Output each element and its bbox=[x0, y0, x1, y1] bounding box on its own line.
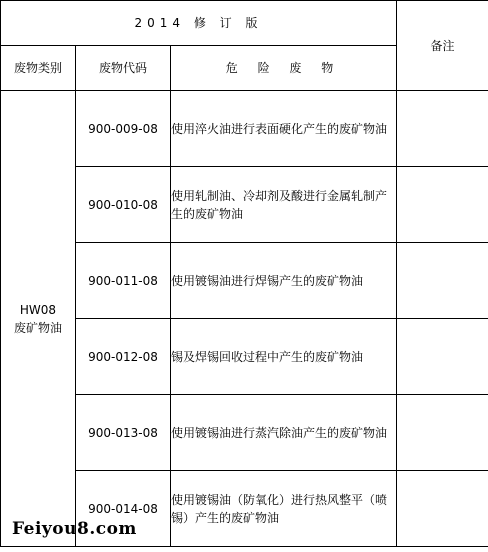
waste-code: 900-013-08 bbox=[76, 395, 171, 471]
remark-cell bbox=[397, 319, 488, 395]
waste-description: 使用镀锡油进行焊锡产生的废矿物油 bbox=[171, 243, 397, 319]
waste-code: 900-011-08 bbox=[76, 243, 171, 319]
site-watermark: Feiyou8.com bbox=[12, 519, 137, 539]
code-column-header: 废物代码 bbox=[76, 46, 171, 91]
waste-description: 使用镀锡油（防氧化）进行热风整平（喷锡）产生的废矿物油 bbox=[171, 471, 397, 547]
edition-header-row bbox=[1, 1, 488, 46]
waste-code: 900-009-08 bbox=[76, 91, 171, 167]
category-column-header: 废物类别 bbox=[1, 46, 76, 91]
remark-cell bbox=[397, 167, 488, 243]
category-name: 废矿物油 bbox=[13, 320, 62, 335]
edition-header: 2014 修 订 版 bbox=[1, 1, 397, 46]
remark-header: 备注 bbox=[397, 1, 488, 91]
waste-category-cell bbox=[1, 91, 76, 547]
waste-code: 900-010-08 bbox=[76, 167, 171, 243]
waste-description: 使用轧制油、冷却剂及酸进行金属轧制产生的废矿物油 bbox=[171, 167, 397, 243]
remark-cell bbox=[397, 243, 488, 319]
remark-cell bbox=[397, 471, 488, 547]
hazard-column-header: 危 险 废 物 bbox=[171, 46, 397, 91]
waste-description: 使用淬火油进行表面硬化产生的废矿物油 bbox=[171, 91, 397, 167]
waste-code: 900-014-08 bbox=[76, 471, 171, 547]
table-row bbox=[1, 91, 488, 167]
waste-description: 锡及焊锡回收过程中产生的废矿物油 bbox=[171, 319, 397, 395]
waste-description: 使用镀锡油进行蒸汽除油产生的废矿物油 bbox=[171, 395, 397, 471]
category-code: HW08 bbox=[19, 302, 57, 317]
remark-cell bbox=[397, 91, 488, 167]
waste-code: 900-012-08 bbox=[76, 319, 171, 395]
remark-cell bbox=[397, 395, 488, 471]
